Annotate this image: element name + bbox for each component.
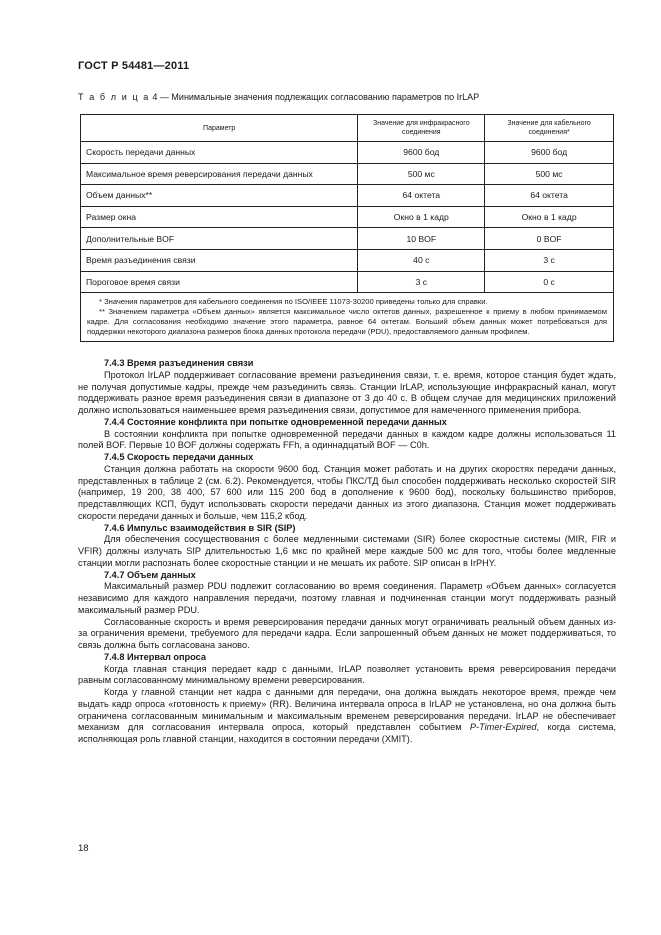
section-heading: 7.4.7 Объем данных: [104, 569, 196, 580]
cable-value-cell: 0 с: [485, 271, 614, 293]
body-text: [78, 358, 616, 746]
parameter-cell: Дополнительные BOF: [81, 228, 358, 250]
cable-value-cell: 500 мс: [485, 163, 614, 185]
paragraph: В состоянии конфликта при попытке одновременной передачи данных в каждом кадре должны использоваться 11 полей BOF. Первые 10 BOF должны содержать FFh, а одиннадцатый BOF — C0h.: [78, 428, 616, 451]
table-row: [81, 163, 614, 185]
parameter-cell: Скорость передачи данных: [81, 142, 358, 164]
infrared-value-cell: 40 с: [358, 249, 485, 271]
paragraph: [78, 687, 616, 746]
paragraph-text: , когда система, исполняющая роль главной станции, находится в состоянии передачи (XMIT).: [78, 722, 617, 744]
cable-value-cell: 9600 бод: [485, 142, 614, 164]
table-row: [81, 271, 614, 293]
document-header: ГОСТ Р 54481—2011: [78, 60, 190, 72]
paragraph: Максимальный размер PDU подлежит согласованию во время соединения. Параметр «Объем данных» согласуется независимо для каждого направления передачи, поэтому главная и подчиненная станции могут поддерживать разный максимальный размер PDU.: [78, 581, 616, 615]
table-caption: [78, 92, 618, 102]
paragraph: Станция должна работать на скорости 9600 бод. Станция может работать и на других скоростях передачи данных, представленных в таблице 2 (см. 6.2). Рекомендуется, чтобы ПКС/ТД был способен поддерживать несколько скоростей SIR (например, 19 200, 38 400, 57 600 или 115 200 бод в дополнение к 9600 бод), поскольку большинство приборов, представляющих КСП, будут использовать скорости передачи данных из этого диапазона. Станция может поддерживать скорости передачи данных и больше, чем 115,2 кбод.: [78, 463, 616, 521]
table-row: [81, 206, 614, 228]
infrared-value-cell: 64 октета: [358, 185, 485, 207]
section-heading: 7.4.8 Интервал опроса: [104, 651, 206, 662]
parameter-cell: Время разъединения связи: [81, 249, 358, 271]
table-row: [81, 142, 614, 164]
table-caption-prefix: Т а б л и ц а: [78, 92, 150, 102]
paragraph: Когда главная станция передает кадр с данными, IrLAP позволяет установить время реверсирования передачи равным согласованному минимальному времени реверсирования.: [78, 663, 616, 686]
table-row: [81, 185, 614, 207]
parameter-cell: Объем данных**: [81, 185, 358, 207]
table-note: ** Значением параметра «Объем данных» является максимальное число октетов данных, разрешенное к приему в любом принимаемом кадре. Для согласования необходимо значение этого параметра, равное 64 октетам. Больший объем данных может потребоваться для поддержки некоторого диапазона размеров блока данных протокола передачи (PDU), предоставляемого данным профилем.: [87, 307, 607, 337]
parameter-cell: Размер окна: [81, 206, 358, 228]
infrared-value-cell: Окно в 1 кадр: [358, 206, 485, 228]
cable-value-cell: 0 BOF: [485, 228, 614, 250]
paragraph-text: Когда у главной станции нет кадра с данными для передачи, она должна выждать некоторое время, прежде чем выдать кадр опроса «готовность к приему» (RR). Величина интервала опроса в IrLAP не установлена, но она должна быть ограничена согласованным минимальным и максимальным временем реверсирования передачи. IrLAP не обеспечивает механизм для согласования интервала опроса, который представлен событием: [78, 687, 616, 733]
parameter-cell: Максимальное время реверсирования передачи данных: [81, 163, 358, 185]
infrared-value-cell: 500 мс: [358, 163, 485, 185]
cable-value-cell: 64 октета: [485, 185, 614, 207]
section-heading: 7.4.3 Время разъединения связи: [104, 358, 254, 368]
paragraph: Согласованные скорость и время реверсирования передачи данных могут ограничивать реальный объем данных из-за ограничения времени, требуемого для передачи кадра. Если запрошенный объем данных не может поддерживаться, то связь должна быть согласована заново.: [78, 616, 616, 650]
section-heading: 7.4.5 Скорость передачи данных: [104, 452, 254, 462]
table-notes-row: [81, 293, 614, 342]
section-heading: 7.4.4 Состояние конфликта при попытке одновременной передачи данных: [104, 416, 447, 427]
infrared-value-cell: 3 с: [358, 271, 485, 293]
table-row: [81, 249, 614, 271]
page-number: 18: [78, 843, 89, 854]
paragraph: Для обеспечения сосуществования с более медленными системами (SIR) более скоростные системы (MIR, FIR и VFIR) должны излучать SIP длительностью 1,6 мкс по крайней мере каждые 500 мс для того, чтобы более медленные станции могли распознать более скоростные станции и не мешать их работе. SIP описан в IrPHY.: [78, 534, 616, 568]
cable-value-cell: 3 с: [485, 249, 614, 271]
table-header-row: [81, 115, 614, 142]
table-notes: [81, 293, 614, 342]
cable-value-cell: Окно в 1 кадр: [485, 206, 614, 228]
section-heading: 7.4.6 Импульс взаимодействия в SIR (SIP): [104, 522, 296, 533]
paragraph: Протокол IrLAP поддерживает согласование времени разъединения связи, т. е. время, которое станция будет ждать, не получая допустимые кадры, прежде чем разъединить связь. Станции IrLAP, использующие инфракрасный канал, могут поддерживать разное время разъединения связи в диапазоне от 3 до 40 с. В общем случае для медицинских приложений должно использоваться наименьшее время разъединения связи, допустимое для намеченного применения прибора.: [78, 369, 616, 415]
table-row: [81, 228, 614, 250]
parameter-cell: Пороговое время связи: [81, 271, 358, 293]
event-name: P-Timer-Expired: [469, 722, 537, 733]
infrared-value-cell: 10 BOF: [358, 228, 485, 250]
column-header-cable: Значение для кабельного соединения*: [485, 115, 614, 142]
column-header-parameter: Параметр: [81, 115, 358, 142]
infrared-value-cell: 9600 бод: [358, 142, 485, 164]
column-header-infrared: Значение для инфракрасного соединения: [358, 115, 485, 142]
table-caption-text: 4 — Минимальные значения подлежащих согласованию параметров по IrLAP: [149, 92, 480, 102]
parameters-table: [80, 114, 614, 342]
table-note: * Значения параметров для кабельного соединения по ISO/IEEE 11073-30200 приведены только для справки.: [99, 297, 488, 307]
